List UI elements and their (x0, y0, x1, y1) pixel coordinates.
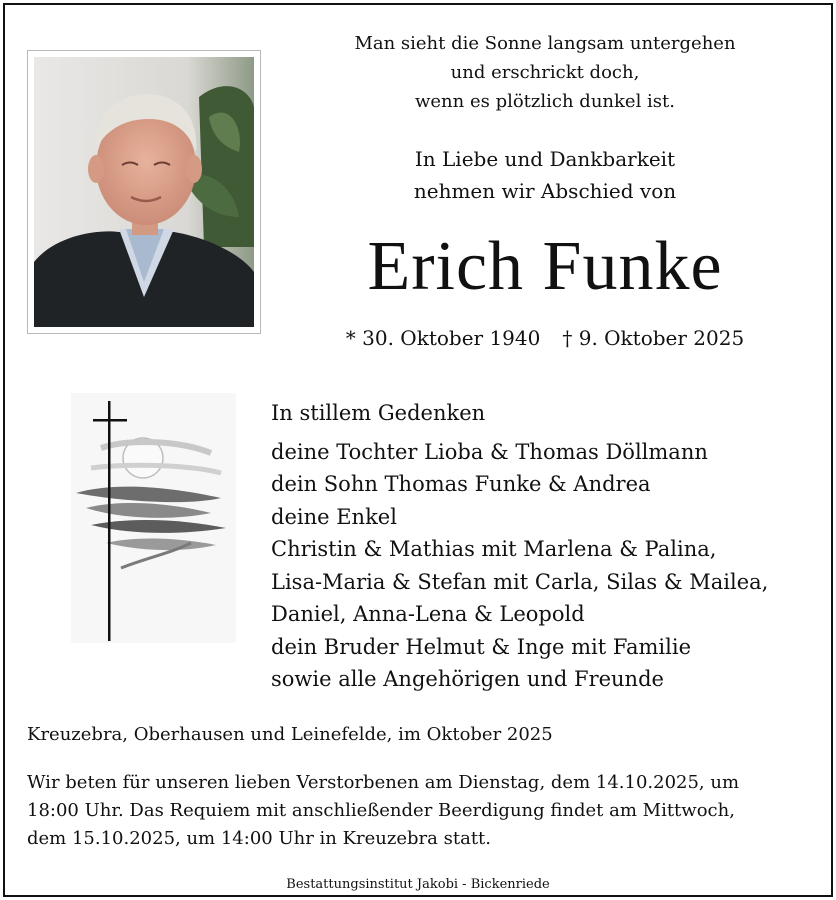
poem-line: wenn es plötzlich dunkel ist. (414, 91, 675, 112)
mourner-line: Lisa-Maria & Stefan mit Carla, Silas & Mailea, (271, 569, 769, 594)
funeral-home: Bestattungsinstitut Jakobi - Bickenriede (286, 877, 550, 892)
mourner-line: dein Bruder Helmut & Inge mit Familie (271, 634, 692, 659)
mourner-line: Daniel, Anna-Lena & Leopold (271, 602, 585, 626)
poem-line: Man sieht die Sonne langsam untergehen (354, 33, 736, 54)
portrait-frame (27, 50, 261, 334)
farewell-intro (305, 143, 785, 207)
death-date: † 9. Oktober 2025 (562, 326, 745, 350)
mourners-list (271, 397, 811, 696)
mourner-line: dein Sohn Thomas Funke & Andrea (271, 472, 651, 496)
service-info (27, 769, 817, 853)
cross-sunset-icon (71, 393, 236, 643)
mourner-line: deine Enkel (271, 504, 397, 529)
portrait-photo (34, 57, 254, 327)
mourner-line: deine Tochter Lioba & Thomas Döllmann (271, 439, 708, 464)
deceased-name: Erich Funke (367, 228, 723, 305)
obituary-notice (3, 3, 833, 897)
mourners-heading: In stillem Gedenken (271, 401, 486, 425)
poem (305, 29, 785, 116)
mourner-line: Christin & Mathias mit Marlena & Palina, (271, 537, 717, 561)
birth-date: * 30. Oktober 1940 (345, 326, 541, 350)
intro-line: In Liebe und Dankbarkeit (414, 147, 676, 171)
place-date: Kreuzebra, Oberhausen und Leinefelde, im Oktober 2025 (27, 724, 553, 745)
service-line: Wir beten für unseren lieben Verstorbenen am Dienstag, dem 14.10.2025, um (27, 772, 740, 793)
service-line: 18:00 Uhr. Das Requiem mit anschließender Beerdigung findet am Mittwoch, (27, 800, 735, 821)
intro-line: nehmen wir Abschied von (413, 179, 677, 203)
poem-line: und erschrickt doch, (450, 62, 640, 83)
service-line: dem 15.10.2025, um 14:00 Uhr in Kreuzebra statt. (27, 828, 492, 849)
mourner-line: sowie alle Angehörigen und Freunde (271, 667, 664, 691)
life-dates (305, 323, 785, 353)
